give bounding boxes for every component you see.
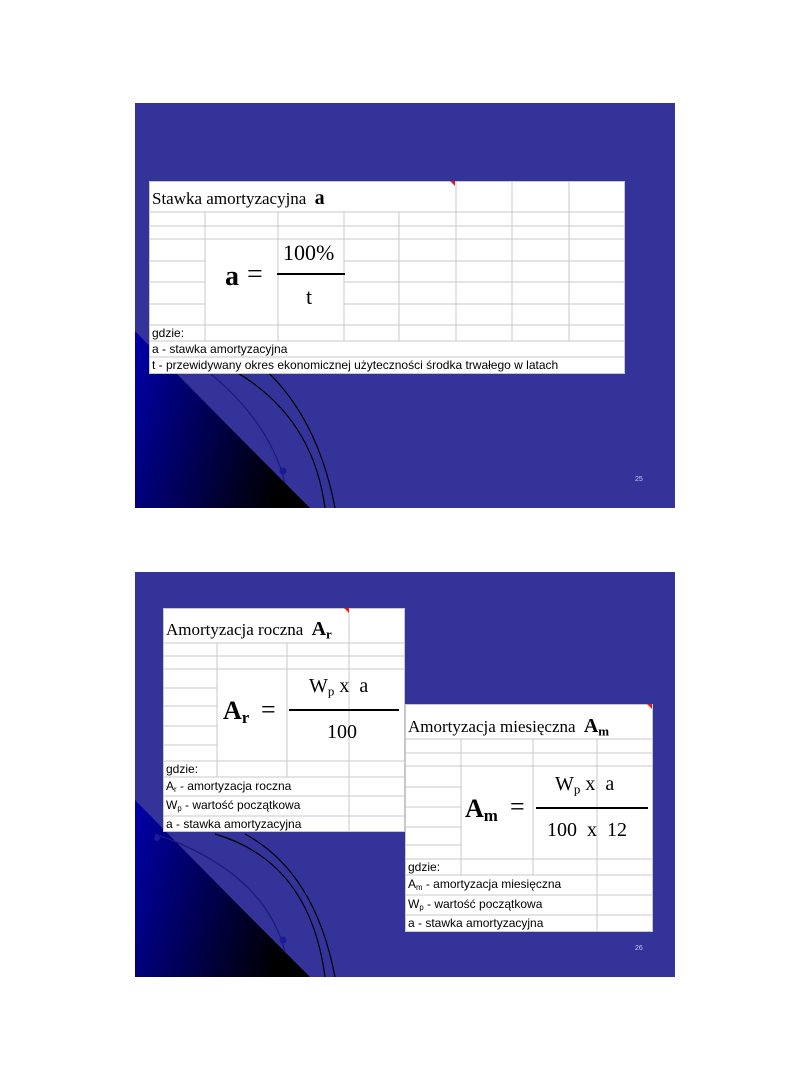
sheet-title	[166, 618, 332, 642]
spreadsheet-monthly	[405, 704, 653, 932]
legend-line-1: gdzie:	[408, 860, 441, 874]
fraction-bar	[536, 807, 648, 809]
comment-marker	[450, 181, 455, 186]
formula-numerator: $W_p$ x a	[555, 773, 615, 797]
formula-denominator: 100 x 12	[547, 819, 627, 841]
title-symbol: $A_m$	[583, 715, 610, 739]
sheet-title	[408, 715, 609, 739]
slide-26	[135, 572, 675, 977]
title-symbol: $A_r$	[311, 618, 332, 642]
legend-line-3: t - przewidywany okres ekonomicznej użyteczności środka trwałego w latach	[152, 358, 559, 372]
fraction-bar	[289, 709, 399, 711]
formula-denominator: 100	[327, 721, 357, 743]
legend-line-1: gdzie:	[166, 762, 199, 776]
formula-numerator: 100%	[283, 240, 335, 265]
formula-lhs: a	[225, 261, 239, 292]
legend-line-1: gdzie:	[152, 326, 185, 340]
legend-line-2: $A_m$ - amortyzacja miesięczna	[408, 877, 562, 892]
slide-number: 25	[635, 476, 643, 483]
slide-number: 26	[635, 945, 643, 952]
sheet-title	[152, 187, 325, 210]
formula-lhs: $A_m$	[465, 794, 498, 826]
formula-equals: =	[261, 695, 276, 724]
legend-line-2: $A_r$ - amortyzacja roczna	[166, 779, 292, 794]
legend-line-2: a - stawka amortyzacyjna	[152, 342, 288, 356]
legend-line-4: a - stawka amortyzacyjna	[408, 916, 544, 930]
formula-denominator: t	[306, 284, 313, 309]
legend-line-4: a - stawka amortyzacyjna	[166, 817, 302, 831]
title-symbol: a	[314, 187, 325, 209]
formula-lhs: $A_r$	[223, 696, 250, 728]
title-text: Amortyzacja miesięczna	[408, 717, 576, 736]
legend-line-3: $W_p$ - wartość początkowa	[166, 798, 301, 813]
spreadsheet-annual	[163, 608, 405, 832]
title-text: Stawka amortyzacyjna	[152, 189, 307, 208]
formula-equals: =	[510, 792, 525, 821]
fraction-bar	[277, 273, 345, 275]
comment-marker	[647, 704, 652, 709]
comment-marker	[344, 608, 349, 613]
spreadsheet-rate	[149, 181, 625, 374]
title-text: Amortyzacja roczna	[166, 620, 304, 639]
formula-equals: =	[247, 259, 263, 290]
formula-numerator: $W_p$ x a	[309, 675, 369, 699]
slide-25	[135, 103, 675, 508]
legend-line-3: $W_p$ - wartość początkowa	[408, 897, 543, 912]
